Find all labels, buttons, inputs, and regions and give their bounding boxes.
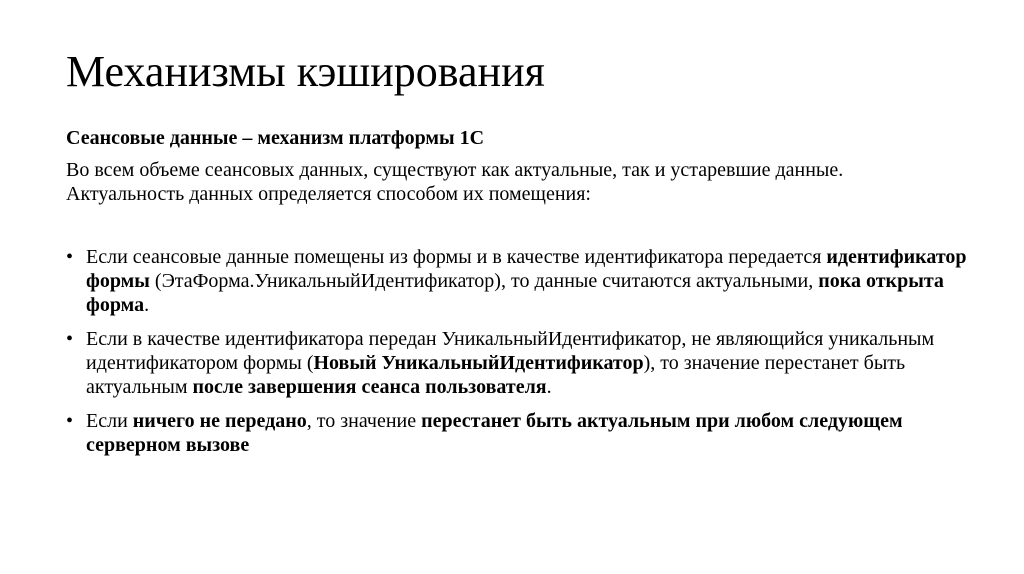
bullet-text: ), то значение перестанет быть актуальным (86, 352, 906, 398)
bullet-icon: • (66, 246, 74, 268)
subheading: Сеансовые данные – механизм платформы 1С (66, 127, 485, 149)
bullet-item (66, 327, 976, 399)
bullet-bold-text: Новый УникальныйИдентификатор (313, 352, 644, 374)
intro-line-1: Во всем объеме сеансовых данных, существуют как актуальные, так и устаревшие данные. (66, 159, 844, 181)
intro-paragraph (66, 158, 966, 206)
bullet-text: , то значение (306, 410, 422, 432)
bullet-text: Если в качестве идентификатора передан УникальныйИдентификатор, не являющийся уникальным идентификатором формы ( (86, 328, 935, 374)
bullet-icon: • (66, 410, 74, 432)
bullet-bold-text: ничего не передано (132, 410, 307, 432)
slide-title: Механизмы кэширования (66, 47, 545, 96)
bullet-item (66, 245, 976, 317)
bullet-bold-text: пока открыта форма (86, 270, 944, 316)
bullet-text: Если сеансовые данные помещены из формы и в качестве идентификатора передается (86, 246, 827, 268)
bullet-icon: • (66, 328, 74, 350)
bullet-bold-text: после завершения сеанса пользователя (192, 376, 547, 398)
bullet-text: . (144, 294, 150, 316)
intro-line-2: Актуальность данных определяется способом их помещения: (66, 183, 591, 205)
bullet-bold-text: идентификатор формы (86, 246, 967, 292)
bullet-item (66, 409, 976, 457)
bullet-text: . (546, 376, 552, 398)
bullet-bold-text: перестанет быть актуальным при любом следующем серверном вызове (86, 410, 903, 456)
bullet-list (66, 245, 976, 467)
bullet-text: Если (86, 410, 133, 432)
bullet-text: (ЭтаФорма.УникальныйИдентификатор), то данные считаются актуальными, (149, 270, 819, 292)
